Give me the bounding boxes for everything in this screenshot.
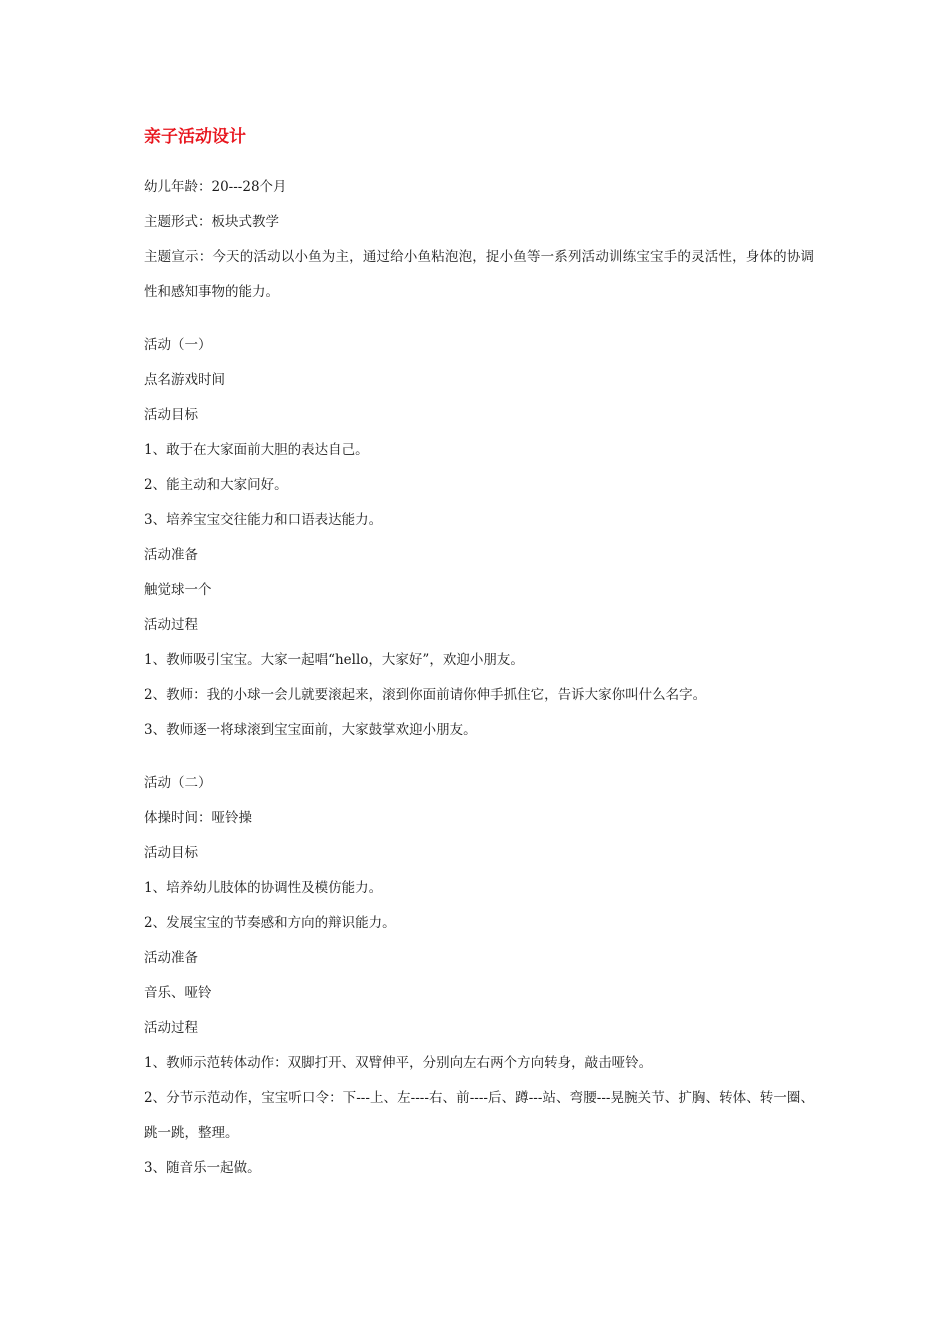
activity-2-section [144, 766, 814, 1186]
activity-2-process-1: 1、教师示范转体动作：双脚打开、双臂伸平，分别向左右两个方向转身，敲击哑铃。 [144, 1055, 653, 1071]
activity-1-goal-3: 3、培养宝宝交往能力和口语表达能力。 [144, 512, 383, 528]
activity-2-process-2: 2、分节示范动作，宝宝听口令：下---上、左----右、前----后、蹲---站、弯腰---晃腕关节、扩胸、转体、转一圈、跳一跳，整理。 [144, 1090, 814, 1141]
activity-1-prep: 触觉球一个 [144, 582, 212, 598]
activity-1-process-1: 1、教师吸引宝宝。大家一起唱“hello，大家好”，欢迎小朋友。 [144, 652, 524, 668]
activity-1-prep-label: 活动准备 [144, 547, 198, 563]
intro-age: 幼儿年龄：20---28个月 [144, 179, 287, 195]
intro-form: 主题形式：板块式教学 [144, 214, 279, 230]
activity-2-prep-label: 活动准备 [144, 950, 198, 966]
activity-2-process-label: 活动过程 [144, 1020, 198, 1036]
activity-2-goal-2: 2、发展宝宝的节奏感和方向的辩识能力。 [144, 915, 396, 931]
section-gap [144, 310, 814, 328]
activity-2-name: 体操时间：哑铃操 [144, 810, 252, 826]
activity-1-process-2: 2、教师：我的小球一会儿就要滚起来，滚到你面前请你伸手抓住它，告诉大家你叫什么名字。 [144, 687, 707, 703]
activity-2-heading: 活动（二） [144, 775, 212, 791]
activity-1-goal-label: 活动目标 [144, 407, 198, 423]
section-gap [144, 748, 814, 766]
activity-1-goal-1: 1、敢于在大家面前大胆的表达自己。 [144, 442, 369, 458]
document-page [144, 120, 814, 1186]
document-title: 亲子活动设计 [144, 127, 246, 147]
activity-1-name: 点名游戏时间 [144, 372, 225, 388]
activity-2-process-3: 3、随音乐一起做。 [144, 1160, 261, 1176]
activity-1-process-label: 活动过程 [144, 617, 198, 633]
activity-2-prep: 音乐、哑铃 [144, 985, 212, 1001]
intro-theme: 主题宣示：今天的活动以小鱼为主，通过给小鱼粘泡泡，捉小鱼等一系列活动训练宝宝手的灵活性，身体的协调性和感知事物的能力。 [144, 249, 814, 300]
activity-2-goal-label: 活动目标 [144, 845, 198, 861]
activity-1-process-3: 3、教师逐一将球滚到宝宝面前，大家鼓掌欢迎小朋友。 [144, 722, 477, 738]
activity-2-goal-1: 1、培养幼儿肢体的协调性及模仿能力。 [144, 880, 383, 896]
activity-1-goal-2: 2、能主动和大家问好。 [144, 477, 288, 493]
activity-1-section [144, 328, 814, 748]
activity-1-heading: 活动（一） [144, 337, 212, 353]
